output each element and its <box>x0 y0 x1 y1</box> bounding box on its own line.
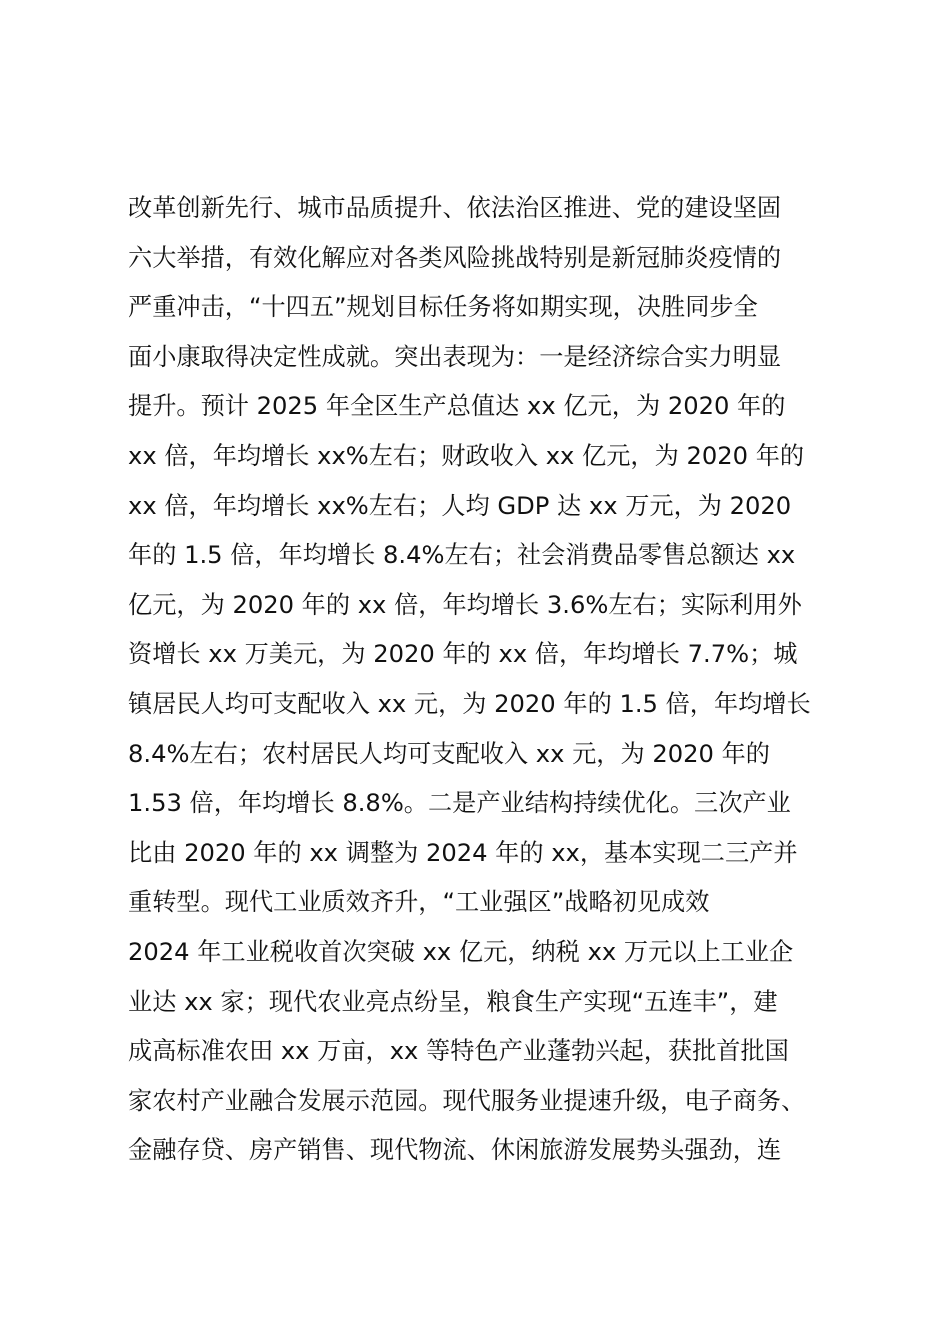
text-line: 资增长 xx 万美元，为 2020 年的 xx 倍，年均增长 7.7%；城 <box>128 640 798 669</box>
text-line: 提升。预计 2025 年全区生产总值达 xx 亿元，为 2020 年的 <box>128 392 786 421</box>
text-line: 亿元，为 2020 年的 xx 倍，年均增长 3.6%左右；实际利用外 <box>128 590 802 619</box>
text-line: 2024 年工业税收首次突破 xx 亿元，纳税 xx 万元以上工业企 <box>128 937 794 966</box>
text-line: 改革创新先行、城市品质提升、依法治区推进、党的建设坚固 <box>128 194 782 222</box>
text-line: 面小康取得决定性成就。突出表现为：一是经济综合实力明显 <box>128 342 782 371</box>
text-line: 8.4%左右；农村居民人均可支配收入 xx 元，为 2020 年的 <box>128 739 770 768</box>
text-line: 成高标准农田 xx 万亩，xx 等特色产业蓬勃兴起，获批首批国 <box>128 1037 789 1066</box>
text-line: 六大举措，有效化解应对各类风险挑战特别是新冠肺炎疫情的 <box>128 243 782 272</box>
text-line: 比由 2020 年的 xx 调整为 2024 年的 xx，基本实现二三产并 <box>128 838 798 867</box>
text-line: xx 倍，年均增长 xx%左右；人均 GDP 达 xx 万元，为 2020 <box>128 491 792 520</box>
text-line: 业达 xx 家；现代农业亮点纷呈，粮食生产实现“五连丰”，建 <box>128 987 778 1016</box>
text-line: 家农村产业融合发展示范园。现代服务业提速升级，电子商务、 <box>128 1086 806 1115</box>
text-line: 镇居民人均可支配收入 xx 元，为 2020 年的 1.5 倍，年均增长 <box>128 689 811 718</box>
text-line: 年的 1.5 倍，年均增长 8.4%左右；社会消费品零售总额达 xx <box>128 541 796 570</box>
text-line: xx 倍，年均增长 xx%左右；财政收入 xx 亿元，为 2020 年的 <box>128 441 805 470</box>
body-paragraph <box>128 184 848 1176</box>
text-line: 重转型。现代工业质效齐升，“工业强区”战略初见成效 <box>128 888 710 917</box>
text-line: 金融存贷、房产销售、现代物流、休闲旅游发展势头强劲，连 <box>128 1136 782 1165</box>
text-line: 1.53 倍，年均增长 8.8%。二是产业结构持续优化。三次产业 <box>128 789 791 818</box>
text-line: 严重冲击，“十四五”规划目标任务将如期实现，决胜同步全 <box>128 293 758 322</box>
